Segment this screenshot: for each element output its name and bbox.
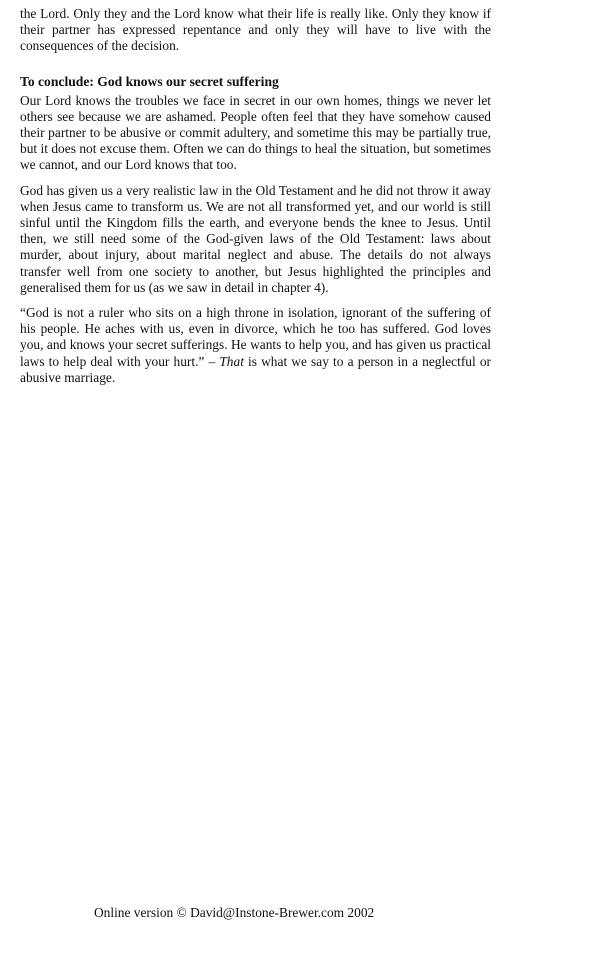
document-body (20, 6, 491, 395)
paragraph-secret-troubles: Our Lord knows the troubles we face in secret in our own homes, things we never let others see because we are ashamed. People often feel that they have somehow caused their partner to be abusive or commit adultery, and sometime this may be partially true, but it does not excuse them. Often we can do things to heal the situation, but sometimes we cannot, and our Lord knows that too. (20, 92, 491, 173)
opening-paragraph: the Lord. Only they and the Lord know what their life is really like. Only they know if their partner has expressed repentance and only they will have to live with the consequences of the decision. (20, 6, 491, 54)
section-heading: To conclude: God knows our secret suffering (20, 73, 279, 89)
quote-text: “God is not a ruler who sits on a high throne in isolation, ignorant of the suffering of his people. He aches with us, even in divorce, which he too has suffered. God loves you, and knows your secret sufferings. He wants to help you, and has given us practical laws to help deal with your hurt.” – (20, 305, 491, 369)
page-footer: Online version © David@Instone-Brewer.com 2002 (94, 905, 375, 920)
paragraph-old-testament-law: God has given us a very realistic law in the Old Testament and he did not throw it away when Jesus came to transform us. We are not all transformed yet, and our world is still sinful until the Kingdom fills the earth, and everyone bends the knee to Jesus. Until then, we still need some of the God-given laws of the Old Testament: laws about murder, about injury, about marital neglect and abuse. The details do not always transfer well from one society to another, but Jesus highlighted the principles and generalised them for us (as we saw in detail in chapter 4). (20, 182, 491, 295)
quote-conclusion: is what we say to a person in a neglectful or abusive marriage. (20, 353, 491, 385)
emphasis-that: That (219, 353, 244, 369)
paragraph-god-quote (20, 305, 491, 386)
